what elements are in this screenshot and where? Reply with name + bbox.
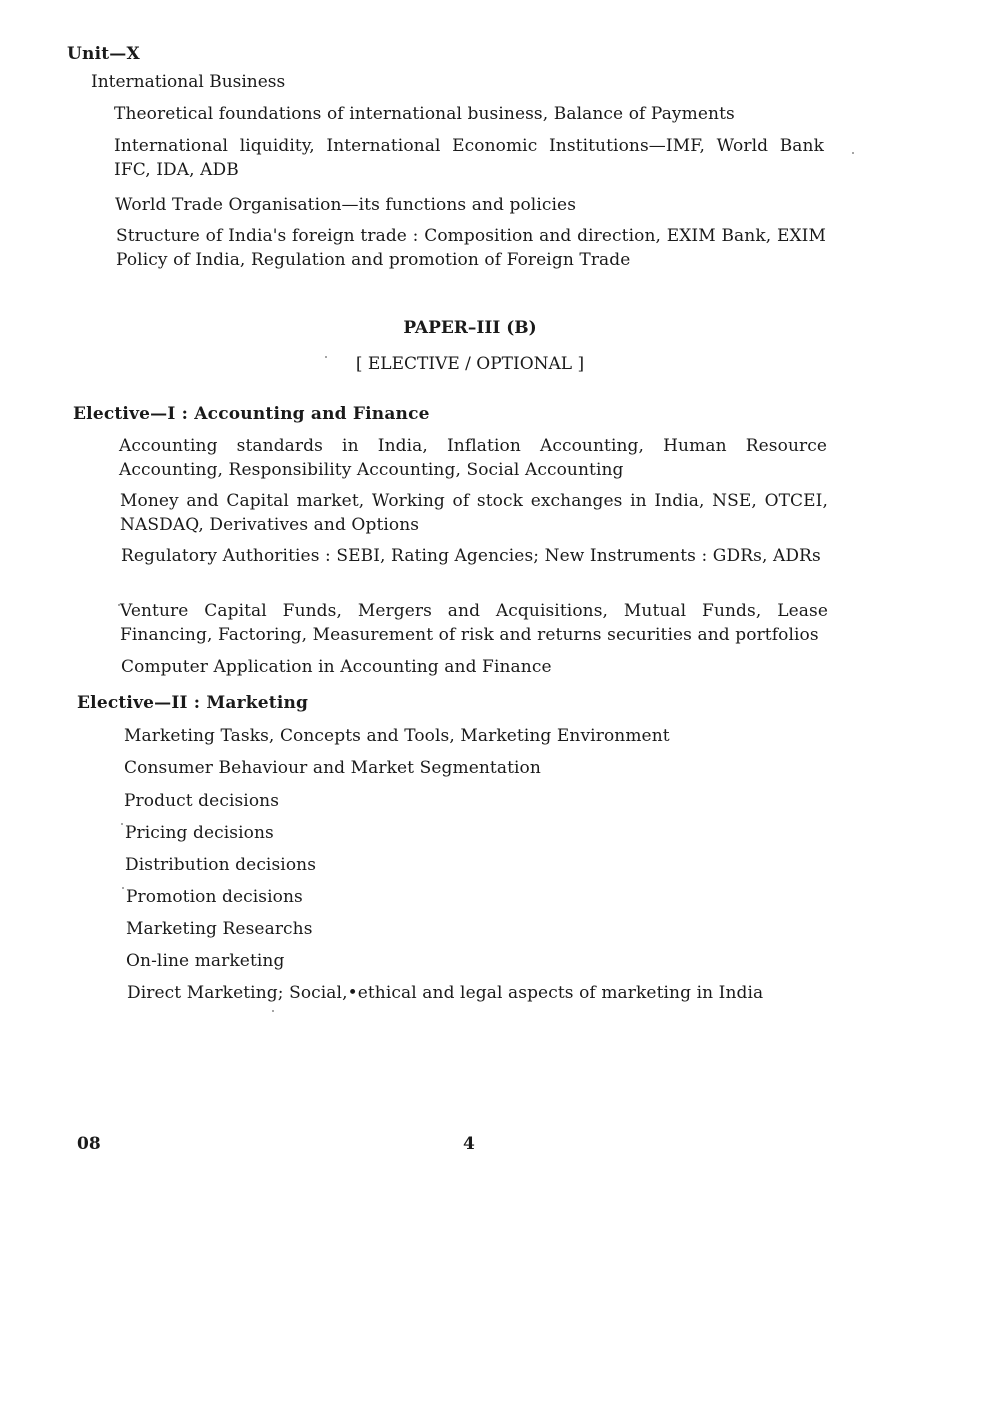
- paper-subtitle: [ ELECTIVE / OPTIONAL ]: [355, 354, 585, 374]
- unit-heading: Unit—X: [67, 44, 140, 64]
- paper-title: PAPER–III (B): [403, 318, 537, 338]
- scan-speck: [325, 356, 327, 358]
- elective-1-item-1: Accounting standards in India, Inflation Accounting, Human Resource Accounting, Responsibility Accounting, Social Accounting: [119, 436, 827, 480]
- unit-item-2: International liquidity, International Economic Institutions—IMF, World Bank IFC, IDA, ADB: [114, 136, 824, 180]
- scan-speck: [118, 604, 120, 606]
- page-number: 4: [463, 1134, 475, 1154]
- unit-item-1: Theoretical foundations of international business, Balance of Payments: [114, 104, 735, 124]
- footer-code: 08: [77, 1134, 101, 1154]
- elective-2-item-7: Marketing Researchs: [126, 919, 313, 939]
- elective-2-item-5: Distribution decisions: [125, 855, 317, 875]
- elective-2-item-2: Consumer Behaviour and Market Segmentation: [124, 758, 541, 778]
- unit-subheading: International Business: [91, 72, 286, 92]
- elective-2-heading: Elective—II : Marketing: [77, 693, 309, 713]
- elective-1-item-2: Money and Capital market, Working of stock exchanges in India, NSE, OTCEI, NASDAQ, Derivatives and Options: [120, 491, 828, 535]
- elective-2-item-9: Direct Marketing; Social,•ethical and legal aspects of marketing in India: [127, 983, 764, 1003]
- scan-speck: [272, 1010, 274, 1012]
- elective-2-item-1: Marketing Tasks, Concepts and Tools, Marketing Environment: [124, 726, 670, 746]
- elective-2-item-3: Product decisions: [124, 791, 280, 811]
- elective-2-item-4: Pricing decisions: [125, 823, 274, 843]
- scan-speck: [121, 823, 123, 825]
- unit-item-4: Structure of India's foreign trade : Composition and direction, EXIM Bank, EXIM Policy of India, Regulation and promotion of Foreign Trade: [116, 226, 826, 270]
- scan-speck: [122, 887, 124, 889]
- unit-item-3: World Trade Organisation—its functions and policies: [115, 195, 577, 215]
- elective-2-item-6: Promotion decisions: [126, 887, 303, 907]
- elective-1-item-5: Computer Application in Accounting and Finance: [121, 657, 552, 677]
- elective-1-item-3: Regulatory Authorities : SEBI, Rating Agencies; New Instruments : GDRs, ADRs: [121, 546, 821, 566]
- elective-1-item-4: Venture Capital Funds, Mergers and Acquisitions, Mutual Funds, Lease Financing, Factoring, Measurement of risk and returns securities and portfolios: [120, 601, 828, 645]
- scan-speck: [852, 152, 854, 154]
- elective-2-item-8: On-line marketing: [126, 951, 285, 971]
- elective-1-heading: Elective—I : Accounting and Finance: [73, 404, 430, 424]
